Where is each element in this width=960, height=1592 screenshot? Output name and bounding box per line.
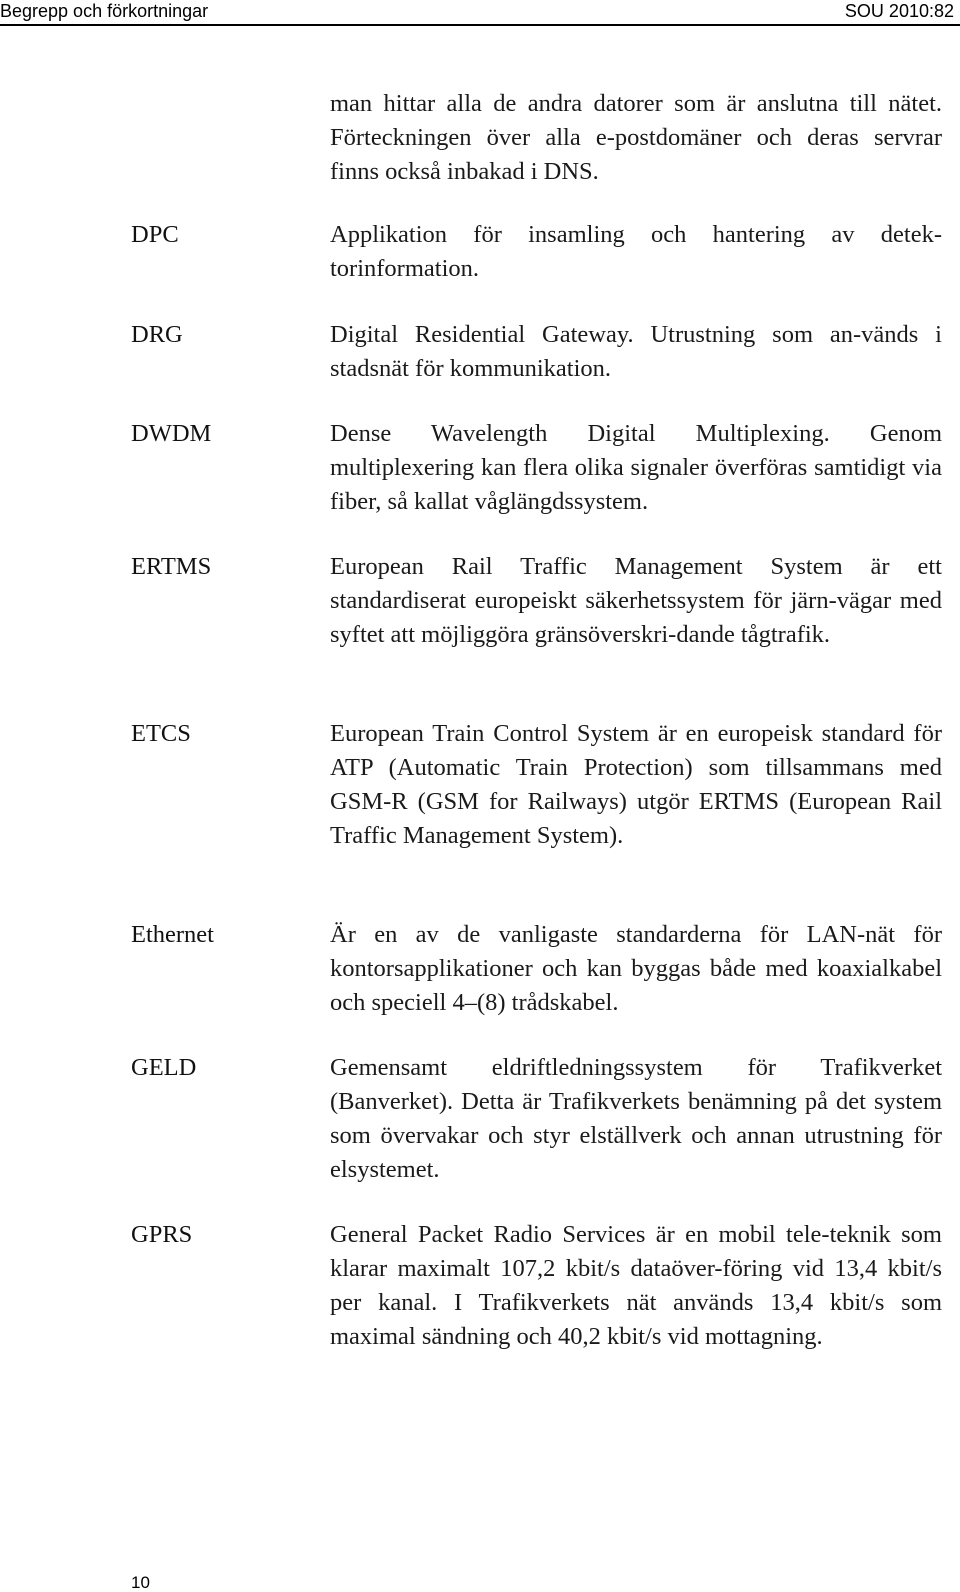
definition: Applikation för insamling och hantering av detek-torinformation.	[330, 221, 942, 282]
term: ERTMS	[131, 553, 212, 580]
definition: Är en av de vanligaste standarderna för LAN-nät för kontorsapplikationer och kan byggas både med koaxialkabel och speciell 4–(8) trådskabel.	[330, 921, 942, 1016]
running-title: Begrepp och förkortningar	[0, 1, 209, 21]
continued-definition: man hittar alla de andra datorer som är anslutna till nätet. Förteckningen över alla e-postdomäner och deras servrar finns också inbakad i DNS.	[330, 90, 942, 185]
term: ETCS	[131, 720, 191, 747]
definition: Dense Wavelength Digital Multiplexing. Genom multiplexering kan flera olika signaler överföras samtidigt via fiber, så kallat våglängdssystem.	[330, 420, 942, 515]
definition: General Packet Radio Services är en mobil tele-teknik som klarar maximalt 107,2 kbit/s dataöver-föring vid 13,4 kbit/s per kanal. I Trafikverkets nät används 13,4 kbit/s som maximal sändning och 40,2 kbit/s vid mottagning.	[330, 1221, 942, 1350]
term: DRG	[131, 321, 183, 348]
definition: Gemensamt eldriftledningssystem för Trafikverket (Banverket). Detta är Trafikverkets benämning på det system som övervakar och styr elställverk och annan utrustning för elsystemet.	[330, 1054, 942, 1183]
term: DWDM	[131, 420, 212, 447]
definition: Digital Residential Gateway. Utrustning som an-vänds i stadsnät för kommunikation.	[330, 321, 942, 382]
definition: European Train Control System är en europeisk standard för ATP (Automatic Train Protection) som tillsammans med GSM-R (GSM for Railways) utgör ERTMS (European Rail Traffic Management System).	[330, 720, 942, 849]
term: GPRS	[131, 1221, 193, 1248]
document-id: SOU 2010:82	[844, 1, 954, 21]
page-header	[0, 0, 960, 26]
term: GELD	[131, 1054, 197, 1081]
term: Ethernet	[131, 921, 214, 948]
term: DPC	[131, 221, 179, 248]
definition: European Rail Traffic Management System är ett standardiserat europeiskt säkerhetssystem för järn-vägar med syftet att möjliggöra gränsöverskri-dande tågtrafik.	[330, 553, 942, 648]
page-number: 10	[131, 1573, 150, 1592]
